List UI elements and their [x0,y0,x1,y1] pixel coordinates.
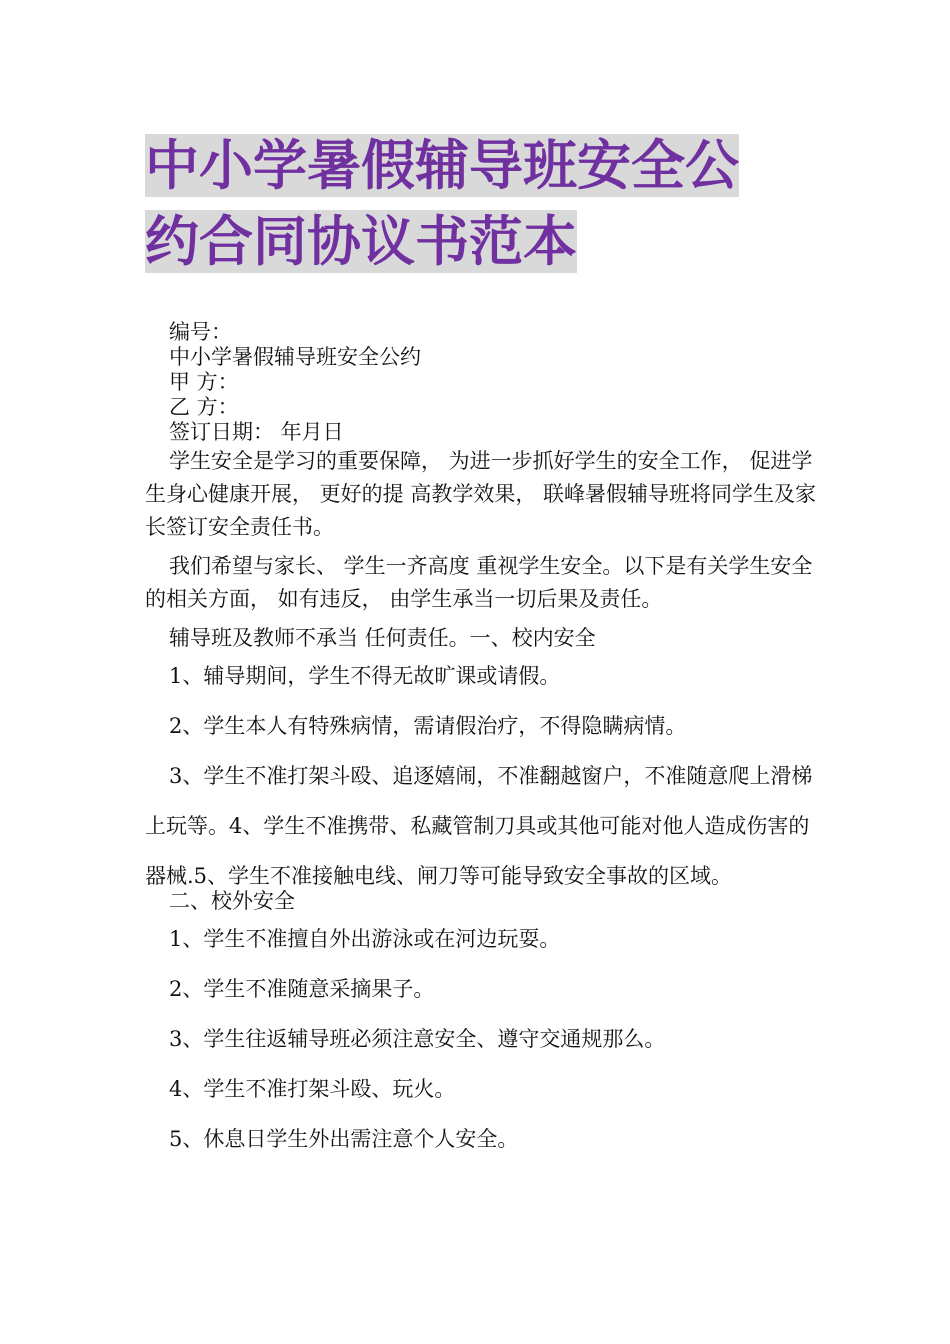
document-title [145,128,825,280]
section2-item-3: 3、学生往返辅导班必须注意安全、遵守交通规那么。 [169,1027,666,1051]
section2-heading: 二、校外安全 [169,889,295,913]
party-a-label: 甲 方： [169,370,239,394]
title-line-1: 中小学暑假辅导班安全公 [145,134,739,197]
section1-item-1: 1、辅导期间，学生不得无故旷课或请假。 [169,664,561,688]
contract-name: 中小学暑假辅导班安全公约 [169,345,421,369]
section2-item-5: 5、休息日学生外出需注意个人安全。 [169,1127,519,1151]
section2-item-2: 2、学生不准随意采摘果子。 [169,977,435,1001]
intro-paragraph-2: 我们希望与家长、 学生一齐高度 重视学生安全。以下是有关学生安全的相关方面， 如有违反， 由学生承当一切后果及责任。 [145,554,813,611]
section1-item-2: 2、学生本人有特殊病情，需请假治疗，不得隐瞒病情。 [169,714,687,738]
section2-item-1: 1、学生不准擅自外出游泳或在河边玩耍。 [169,927,561,951]
contract-number-label: 编号： [169,320,232,344]
intro-paragraph-1: 学生安全是学习的重要保障， 为进一步抓好学生的安全工作， 促进学生身心健康开展， 更好的提 高教学效果， 联峰暑假辅导班将同学生及家长签订安全责任书。 [145,449,817,539]
document-body [145,320,817,1164]
section2-item-4: 4、学生不准打架斗殴、玩火。 [169,1077,456,1101]
party-b-label: 乙 方： [169,395,239,419]
signing-date-label: 签订日期： 年月日 [169,420,344,444]
title-line-2: 约合同协议书范本 [145,210,577,273]
section1-item-3-5: 3、学生不准打架斗殴、追逐嬉闹，不准翻越窗户，不准随意爬上滑梯上玩等。4、学生不准携带、私藏管制刀具或其他可能对他人造成伤害的器械.5、学生不准接触电线、闸刀等可能导致安全事故的区域。 [145,764,813,888]
disclaimer-line: 辅导班及教师不承当 任何责任。一、校内安全 [169,626,596,650]
